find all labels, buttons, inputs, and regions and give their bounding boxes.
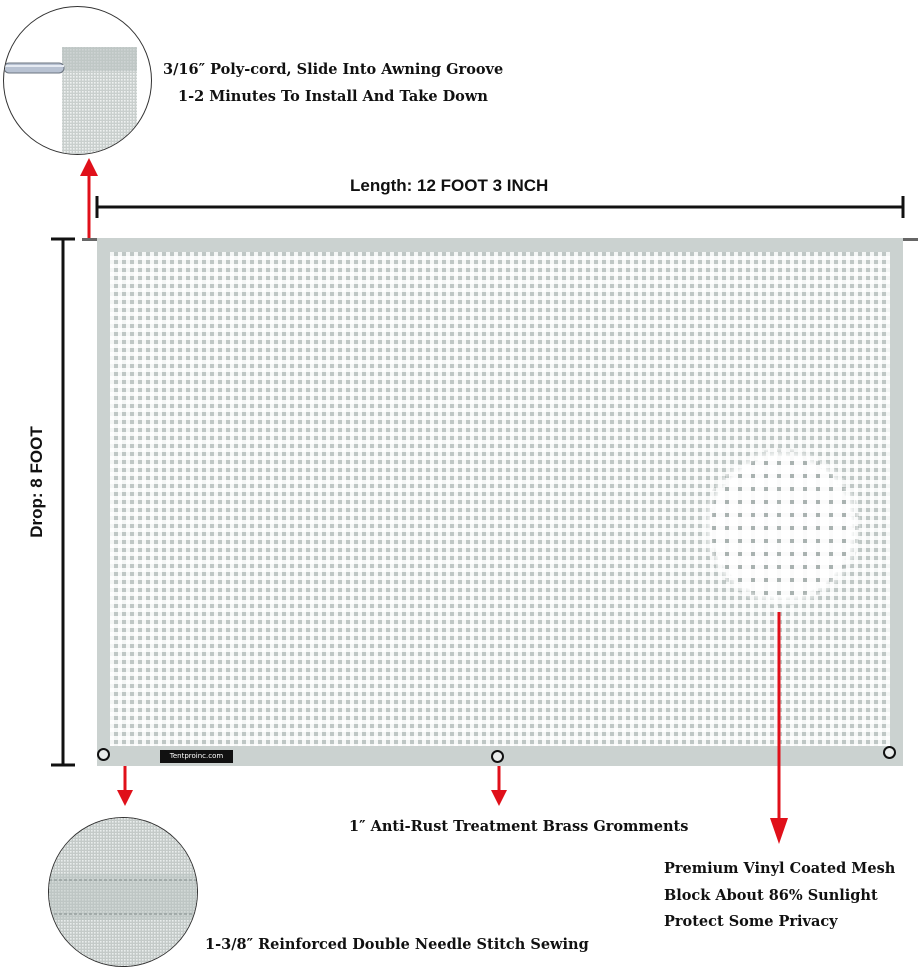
polycord-detail-image (4, 7, 151, 154)
polycord-label-line2: 1-2 Minutes To Install And Take Down (178, 88, 488, 105)
brand-logo-text: Tentproinc.com (169, 752, 224, 760)
polycord-detail-circle (3, 6, 152, 155)
drop-label: Drop: 8 FOOT (27, 426, 46, 538)
stitch-detail-image (49, 818, 197, 966)
grommet-arrow-icon (488, 764, 510, 808)
stitch-arrow-icon (114, 764, 136, 808)
mesh-label-line3: Protect Some Privacy (664, 913, 838, 930)
grommet-right (883, 746, 896, 759)
length-dimension-line (94, 194, 906, 222)
polycord-stub-right (902, 238, 918, 241)
drop-dimension-line (48, 236, 78, 768)
grommet-center (491, 750, 504, 763)
grommet-label: 1″ Anti-Rust Treatment Brass Gromments (349, 818, 689, 835)
stitch-detail-circle (48, 817, 198, 967)
brand-logo (160, 750, 233, 763)
mesh-label-line2: Block About 86% Sunlight (664, 887, 878, 904)
stitch-label: 1-3/8″ Reinforced Double Needle Stitch Sewing (205, 936, 589, 953)
polycord-stub-left (82, 238, 98, 241)
mesh-label-line1: Premium Vinyl Coated Mesh (664, 860, 896, 877)
polycord-label-line1: 3/16″ Poly-cord, Slide Into Awning Groove (163, 61, 504, 78)
length-label: Length: 12 FOOT 3 INCH (350, 176, 549, 195)
grommet-left (97, 748, 110, 761)
mesh-magnifier (703, 448, 861, 606)
mesh-arrow-icon (768, 610, 790, 848)
